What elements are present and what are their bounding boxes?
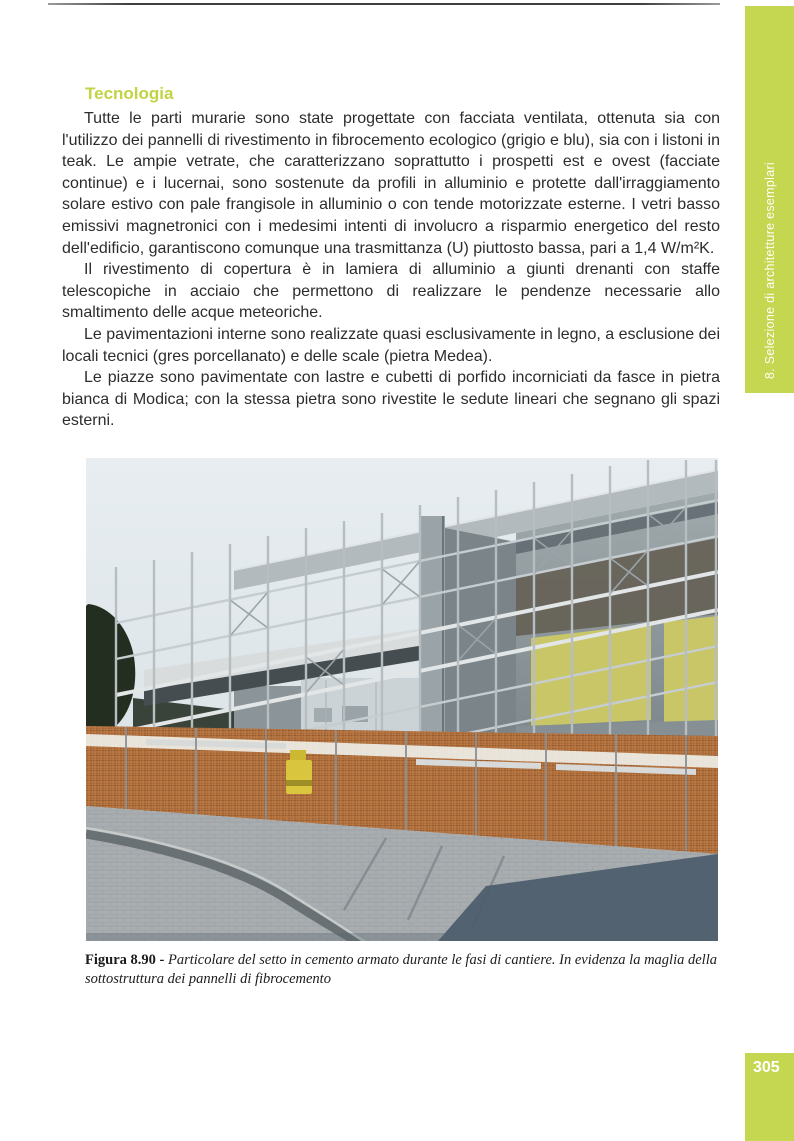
top-rule	[48, 3, 720, 5]
photo-yellow-panel	[664, 616, 718, 724]
chapter-tab	[745, 6, 794, 393]
body-paragraph: Le piazze sono pavimentate con lastre e cubetti di porfido incorniciati da fasce in pietra bianca di Modica; con la stessa pietra sono rivestite le sedute lineari che segnano gli spazi esterni.	[62, 369, 720, 430]
page-number-box	[745, 1053, 794, 1141]
figure-caption-text: Particolare del setto in cemento armato durante le fasi di cantiere. In evidenza la maglia della sottostruttura dei pannelli di fibrocemento	[85, 952, 717, 987]
body-paragraph: Tutte le parti murarie sono state progettate con facciata ventilata, ottenuta sia con l'utilizzo dei pannelli di rivestimento in fibrocemento ecologico (grigio e blu), sia con i listoni in teak. Le ampie vetrate, che caratterizzano soprattutto i prospetti est e ovest (facciate continue) e i lucernai, sono sostenute da profili in alluminio e protette dall'irraggiamento solare estivo con pale frangisole in alluminio o con tende motorizzate esterne. I vetri basso emissivi magnetronici con i medesimi intenti di involucro a risparmio energetico del resto dell'edificio, garantiscono comunque una trasmittanza (U) piuttosto bassa, pari a 1,4 W/m²K.	[62, 110, 720, 257]
figure-caption	[85, 951, 733, 989]
figure-caption-label: Figura 8.90 -	[85, 952, 165, 968]
page-number: 305	[753, 1059, 780, 1076]
section-heading: Tecnologia	[85, 84, 174, 103]
body-paragraph: Le pavimentazioni interne sono realizzate quasi esclusivamente in legno, a esclusione dei locali tecnici (gres porcellanato) e delle scale (pietra Medea).	[62, 325, 720, 365]
figure-8-90	[86, 458, 718, 941]
photo-yellow-panel	[531, 624, 651, 726]
construction-site-photo	[86, 458, 718, 941]
chapter-tab-label: 8. Selezione di architetture esemplari	[762, 161, 777, 379]
body-text	[62, 108, 720, 432]
body-paragraph: Il rivestimento di copertura è in lamiera di alluminio a giunti drenanti con staffe telescopiche in acciaio che permettono di realizzare le pendenze necessarie allo smaltimento delle acque meteoriche.	[62, 261, 720, 322]
